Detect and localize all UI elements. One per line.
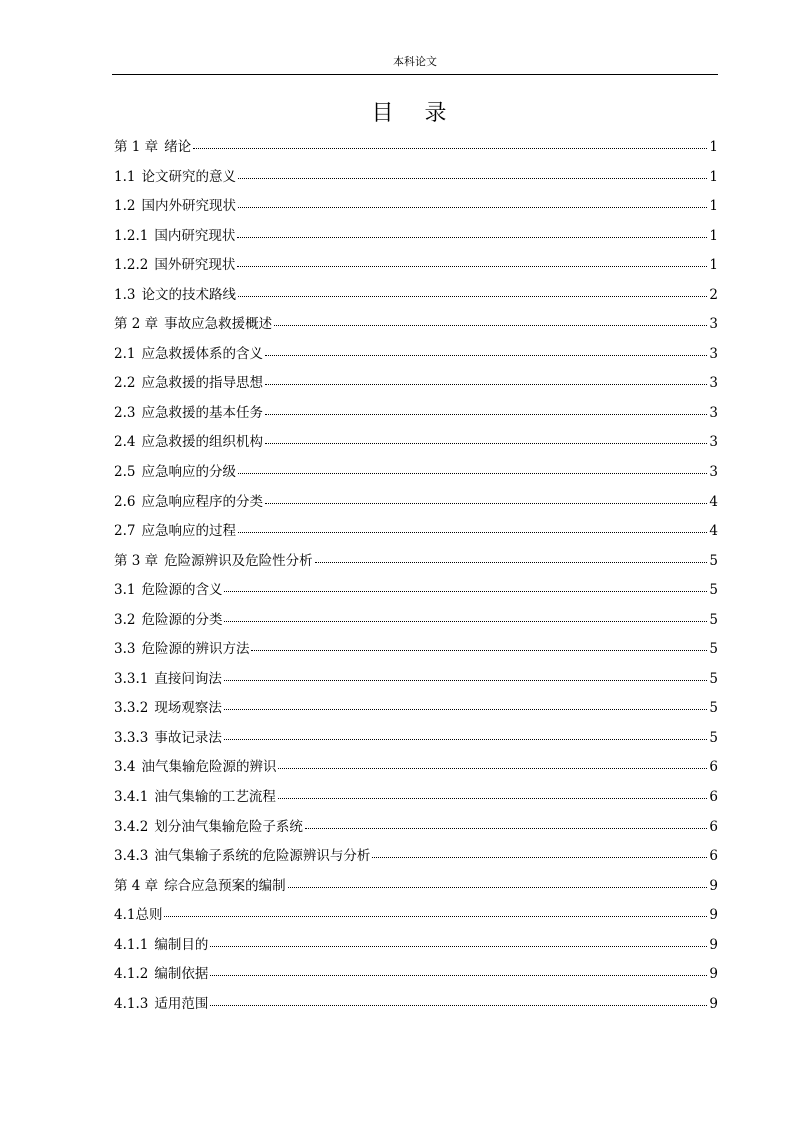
toc-entry[interactable] [114,842,718,872]
toc-entry-number: 3.3.1 [114,670,149,687]
toc-entry-number: 2.5 [114,464,136,481]
toc-dot-leader [265,400,707,415]
toc-entry-label: 油气集输危险源的辨识 [141,759,277,776]
toc-dot-leader [210,962,707,977]
toc-entry-page-number: 6 [709,818,718,835]
toc-entry-page-number: 6 [709,789,718,806]
toc-entry-number: 3.4.2 [114,818,149,835]
toc-entry[interactable] [114,310,718,340]
toc-entry-page-number: 6 [709,759,718,776]
toc-entry-page-number: 4 [709,523,718,540]
toc-dot-leader [210,991,707,1006]
toc-entry-label: 国外研究现状 [154,257,236,274]
toc-dot-leader [278,785,708,800]
toc-entry-page-number: 9 [709,907,718,924]
toc-entry-page-number: 5 [709,611,718,628]
toc-entry-number: 1.1 [114,168,136,185]
toc-entry-label: 应急响应的过程 [141,523,236,540]
toc-entry[interactable] [114,222,718,252]
toc-entry[interactable] [114,753,718,783]
toc-entry-page-number: 3 [709,375,718,392]
toc-entry-page-number: 5 [709,729,718,746]
toc-dot-leader [224,696,708,711]
toc-dot-leader [265,489,707,504]
toc-entry-label: 论文研究的意义 [141,168,236,185]
toc-entry-page-number: 9 [709,966,718,983]
toc-entry-page-number: 4 [709,493,718,510]
toc-dot-leader [238,282,707,297]
toc-entry[interactable] [114,990,718,1020]
toc-entry[interactable] [114,340,718,370]
toc-entry[interactable] [114,428,718,458]
toc-dot-leader [238,460,707,475]
toc-entry-page-number: 5 [709,700,718,717]
toc-entry[interactable] [114,931,718,961]
toc-entry[interactable] [114,251,718,281]
toc-entry-number: 3.4.1 [114,789,149,806]
toc-entry-page-number: 3 [709,434,718,451]
toc-entry-number: 3.2 [114,611,136,628]
toc-dot-leader [224,725,708,740]
toc-dot-leader [265,341,707,356]
toc-entry-number: 第 1 章 [114,139,159,155]
toc-dot-leader [224,607,707,622]
toc-entry-page-number: 1 [709,227,718,244]
toc-entry-label: 总则 [135,907,163,924]
toc-entry-label: 事故应急救援概述 [164,316,273,333]
toc-entry[interactable] [114,665,718,695]
toc-entry[interactable] [114,576,718,606]
toc-entry-label: 论文的技术路线 [141,286,236,303]
toc-entry-page-number: 6 [709,848,718,865]
toc-entry-number: 2.2 [114,375,136,392]
toc-dot-leader [305,814,708,829]
toc-entry[interactable] [114,872,718,902]
toc-entry-number: 4.1.1 [114,936,149,953]
toc-entry[interactable] [114,488,718,518]
toc-entry-page-number: 1 [709,139,718,155]
toc-entry-page-number: 5 [709,641,718,658]
toc-entry-number: 3.4 [114,759,136,776]
toc-entry-page-number: 3 [709,404,718,421]
toc-entry-number: 2.1 [114,345,136,362]
toc-entry-number: 1.2.1 [114,227,149,244]
toc-dot-leader [288,873,708,888]
toc-entry-number: 4.1.3 [114,995,149,1012]
toc-entry-label: 应急救援的组织机构 [141,434,263,451]
toc-entry-label: 编制目的 [154,936,209,953]
toc-entry[interactable] [114,724,718,754]
toc-dot-leader [224,666,708,681]
toc-entry-label: 危险源的含义 [141,582,223,599]
toc-entry-number: 3.1 [114,582,136,599]
toc-entry-label: 应急救援的指导思想 [141,375,263,392]
toc-entry[interactable] [114,369,718,399]
toc-entry[interactable] [114,547,718,577]
toc-entry-number: 第 2 章 [114,316,159,333]
toc-entry-label: 油气集输的工艺流程 [154,789,276,806]
toc-entry-page-number: 9 [709,877,718,894]
toc-dot-leader [278,755,707,770]
toc-entry-page-number: 5 [709,552,718,569]
toc-entry-number: 1.2 [114,198,136,215]
toc-entry-page-number: 9 [709,995,718,1012]
toc-entry-number: 2.6 [114,493,136,510]
toc-entry-label: 应急救援的基本任务 [141,404,263,421]
toc-entry-number: 3.3 [114,641,136,658]
toc-dot-leader [238,164,707,179]
toc-entry-label: 应急救援体系的含义 [141,345,263,362]
toc-entry-label: 国内外研究现状 [141,198,236,215]
toc-entry-number: 2.3 [114,404,136,421]
toc-entry[interactable] [114,517,718,547]
toc-entry-label: 应急响应的分级 [141,464,236,481]
toc-dot-leader [237,223,707,238]
toc-dot-leader [193,135,707,150]
toc-entry[interactable] [114,635,718,665]
toc-entry-number: 4.1.2 [114,966,149,983]
toc-entry-page-number: 5 [709,582,718,599]
toc-entry-number: 第 4 章 [114,877,159,894]
toc-entry-label: 危险源的分类 [141,611,223,628]
toc-entry-label: 编制依据 [154,966,209,983]
toc-entry-number: 1.2.2 [114,257,149,274]
toc-entry-label: 油气集输子系统的危险源辨识与分析 [154,848,371,865]
toc-entry[interactable] [114,783,718,813]
toc-entry-label: 应急响应程序的分类 [141,493,263,510]
toc-entry-number: 2.7 [114,523,136,540]
toc-dot-leader [315,548,708,563]
toc-entry[interactable] [114,458,718,488]
toc-entry-number: 3.4.3 [114,848,149,865]
toc-entry-page-number: 5 [709,670,718,687]
toc-dot-leader [251,637,707,652]
toc-entry-number: 1.3 [114,286,136,303]
toc-entry-page-number: 1 [709,198,718,215]
toc-entry-label: 绪论 [164,139,192,155]
toc-entry[interactable] [114,399,718,429]
toc-entry-page-number: 1 [709,257,718,274]
toc-entry-number: 4.1 [114,907,136,924]
toc-entry-label: 划分油气集输危险子系统 [154,818,303,835]
toc-dot-leader [274,312,707,327]
toc-entry-label: 适用范围 [154,995,209,1012]
toc-dot-leader [238,519,707,534]
toc-entry[interactable] [114,694,718,724]
toc-entry-number: 2.4 [114,434,136,451]
toc-entry-label: 事故记录法 [154,729,222,746]
toc-entry[interactable] [114,192,718,222]
toc-entry-label: 直接问询法 [154,670,222,687]
toc-dot-leader [164,903,707,918]
toc-entry[interactable] [114,960,718,990]
toc-dot-leader [210,932,707,947]
toc-entry-label: 现场观察法 [154,700,222,717]
toc-dot-leader [372,844,707,859]
toc-entry-number: 3.3.3 [114,729,149,746]
toc-entry[interactable] [114,813,718,843]
toc-dot-leader [265,371,707,386]
toc-entry-label: 危险源辨识及危险性分析 [164,552,313,569]
toc-entry-page-number: 1 [709,168,718,185]
toc-entry-label: 国内研究现状 [154,227,236,244]
toc-entry-page-number: 3 [709,345,718,362]
toc-entry[interactable] [114,901,718,931]
toc-entry-label: 综合应急预案的编制 [164,877,286,894]
toc-entry[interactable] [114,163,718,193]
table-of-contents [114,133,718,1019]
toc-entry-page-number: 2 [709,286,718,303]
page-header: 本科论文 [112,52,718,75]
page-title: 目 录 [371,101,459,126]
toc-entry-label: 危险源的辨识方法 [141,641,250,658]
toc-entry[interactable] [114,281,718,311]
toc-entry-number: 3.3.2 [114,700,149,717]
toc-dot-leader [265,430,707,445]
toc-entry-page-number: 3 [709,464,718,481]
toc-entry[interactable] [114,606,718,636]
toc-entry-page-number: 9 [709,936,718,953]
toc-entry-page-number: 3 [709,316,718,333]
toc-dot-leader [237,253,707,268]
toc-entry-number: 第 3 章 [114,552,159,569]
toc-dot-leader [238,194,707,209]
toc-entry[interactable] [114,133,718,163]
toc-dot-leader [224,578,707,593]
